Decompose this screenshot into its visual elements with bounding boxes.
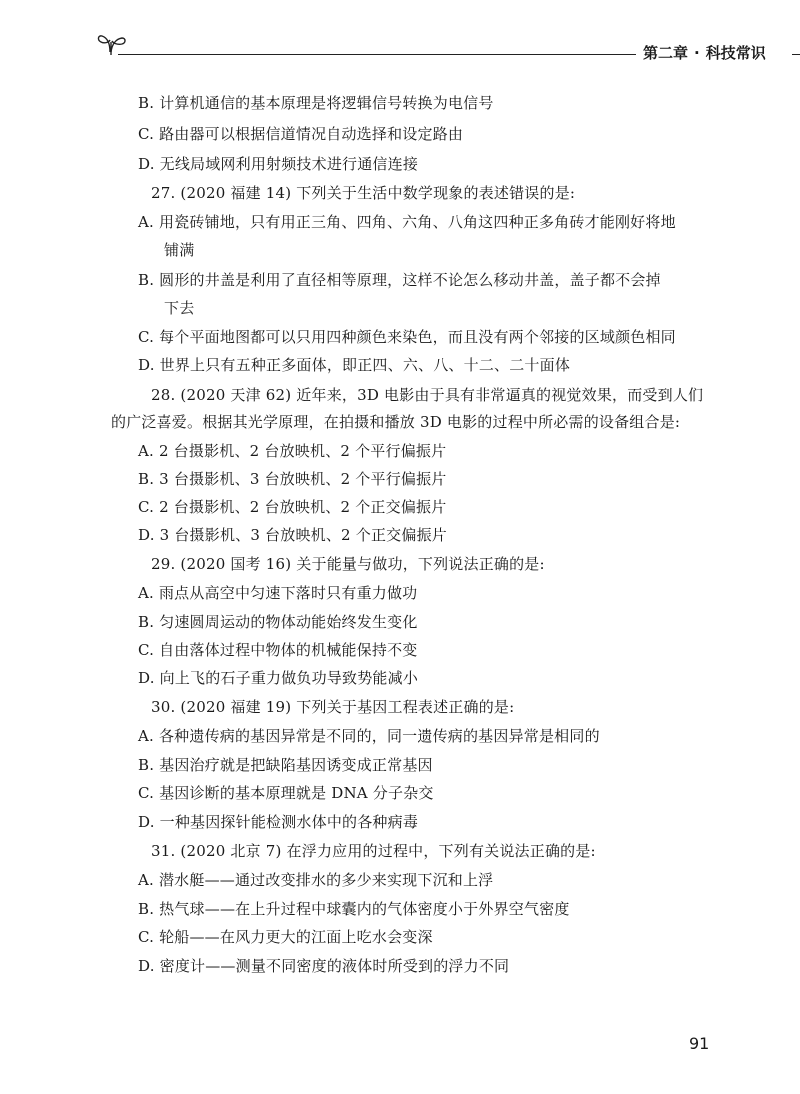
header-rule-right (792, 54, 800, 55)
text-line: C. 自由落体过程中物体的机械能保持不变 (138, 641, 418, 659)
text-line: C. 每个平面地图都可以只用四种颜色来染色，而且没有两个邻接的区域颜色相同 (138, 328, 676, 346)
text-line: D. 一种基因探针能检测水体中的各种病毒 (138, 813, 419, 831)
text-line: B. 基因治疗就是把缺陷基因诱变成正常基因 (138, 756, 433, 774)
question-line: 27. (2020 福建 14) 下列关于生活中数学现象的表述错误的是: (151, 184, 576, 202)
text-line: D. 向上飞的石子重力做负功导致势能减小 (138, 669, 419, 687)
text-line: D. 世界上只有五种正多面体，即正四、六、八、十二、二十面体 (138, 356, 571, 374)
text-line: D. 无线局域网利用射频技术进行通信连接 (138, 155, 419, 173)
question-line: 29. (2020 国考 16) 关于能量与做功，下列说法正确的是: (151, 555, 545, 573)
text-line: A. 雨点从高空中匀速下落时只有重力做功 (138, 584, 418, 602)
header-rule-left (118, 54, 636, 55)
text-line: A. 用瓷砖铺地，只有用正三角、四角、六角、八角这四种正多角砖才能刚好将地 (138, 213, 676, 231)
text-line: C. 基因诊断的基本原理就是 DNA 分子杂交 (138, 784, 434, 802)
text-line: B. 计算机通信的基本原理是将逻辑信号转换为电信号 (138, 94, 494, 112)
text-line: B. 圆形的井盖是利用了直径相等原理，这样不论怎么移动井盖，盖子都不会掉 (138, 271, 661, 289)
text-line: B. 匀速圆周运动的物体动能始终发生变化 (138, 613, 418, 631)
text-line: D. 3 台摄影机、3 台放映机、2 个正交偏振片 (138, 526, 447, 544)
running-header (96, 30, 766, 62)
section-title: 科技常识 (705, 44, 766, 62)
question-line: 28. (2020 天津 62) 近年来，3D 电影由于具有非常逼真的视觉效果，而受到人们 (151, 386, 704, 404)
text-line: A. 潜水艇——通过改变排水的多少来实现下沉和上浮 (138, 871, 494, 889)
question-line: 30. (2020 福建 19) 下列关于基因工程表述正确的是: (151, 698, 515, 716)
page-number: 91 (689, 1034, 710, 1053)
text-line: 的广泛喜爱。根据其光学原理，在拍摄和播放 3D 电影的过程中所必需的设备组合是: (111, 413, 681, 431)
text-line: C. 路由器可以根据信道情况自动选择和设定路由 (138, 125, 464, 143)
text-line: B. 3 台摄影机、3 台放映机、2 个平行偏振片 (138, 470, 447, 488)
chapter-separator: · (694, 44, 700, 62)
text-line: 下去 (164, 299, 195, 317)
chapter-title (643, 42, 766, 63)
text-line: A. 2 台摄影机、2 台放映机、2 个平行偏振片 (138, 442, 447, 460)
question-line: 31. (2020 北京 7) 在浮力应用的过程中，下列有关说法正确的是: (151, 842, 596, 860)
text-line: D. 密度计——测量不同密度的液体时所受到的浮力不同 (138, 957, 510, 975)
text-line: 铺满 (164, 241, 195, 259)
text-line: A. 各种遗传病的基因异常是不同的，同一遗传病的基因异常是相同的 (138, 727, 600, 745)
text-line: C. 轮船——在风力更大的江面上吃水会变深 (138, 928, 433, 946)
text-line: C. 2 台摄影机、2 台放映机、2 个正交偏振片 (138, 498, 447, 516)
chapter-number: 第二章 (643, 44, 689, 62)
text-line: B. 热气球——在上升过程中球囊内的气体密度小于外界空气密度 (138, 900, 570, 918)
